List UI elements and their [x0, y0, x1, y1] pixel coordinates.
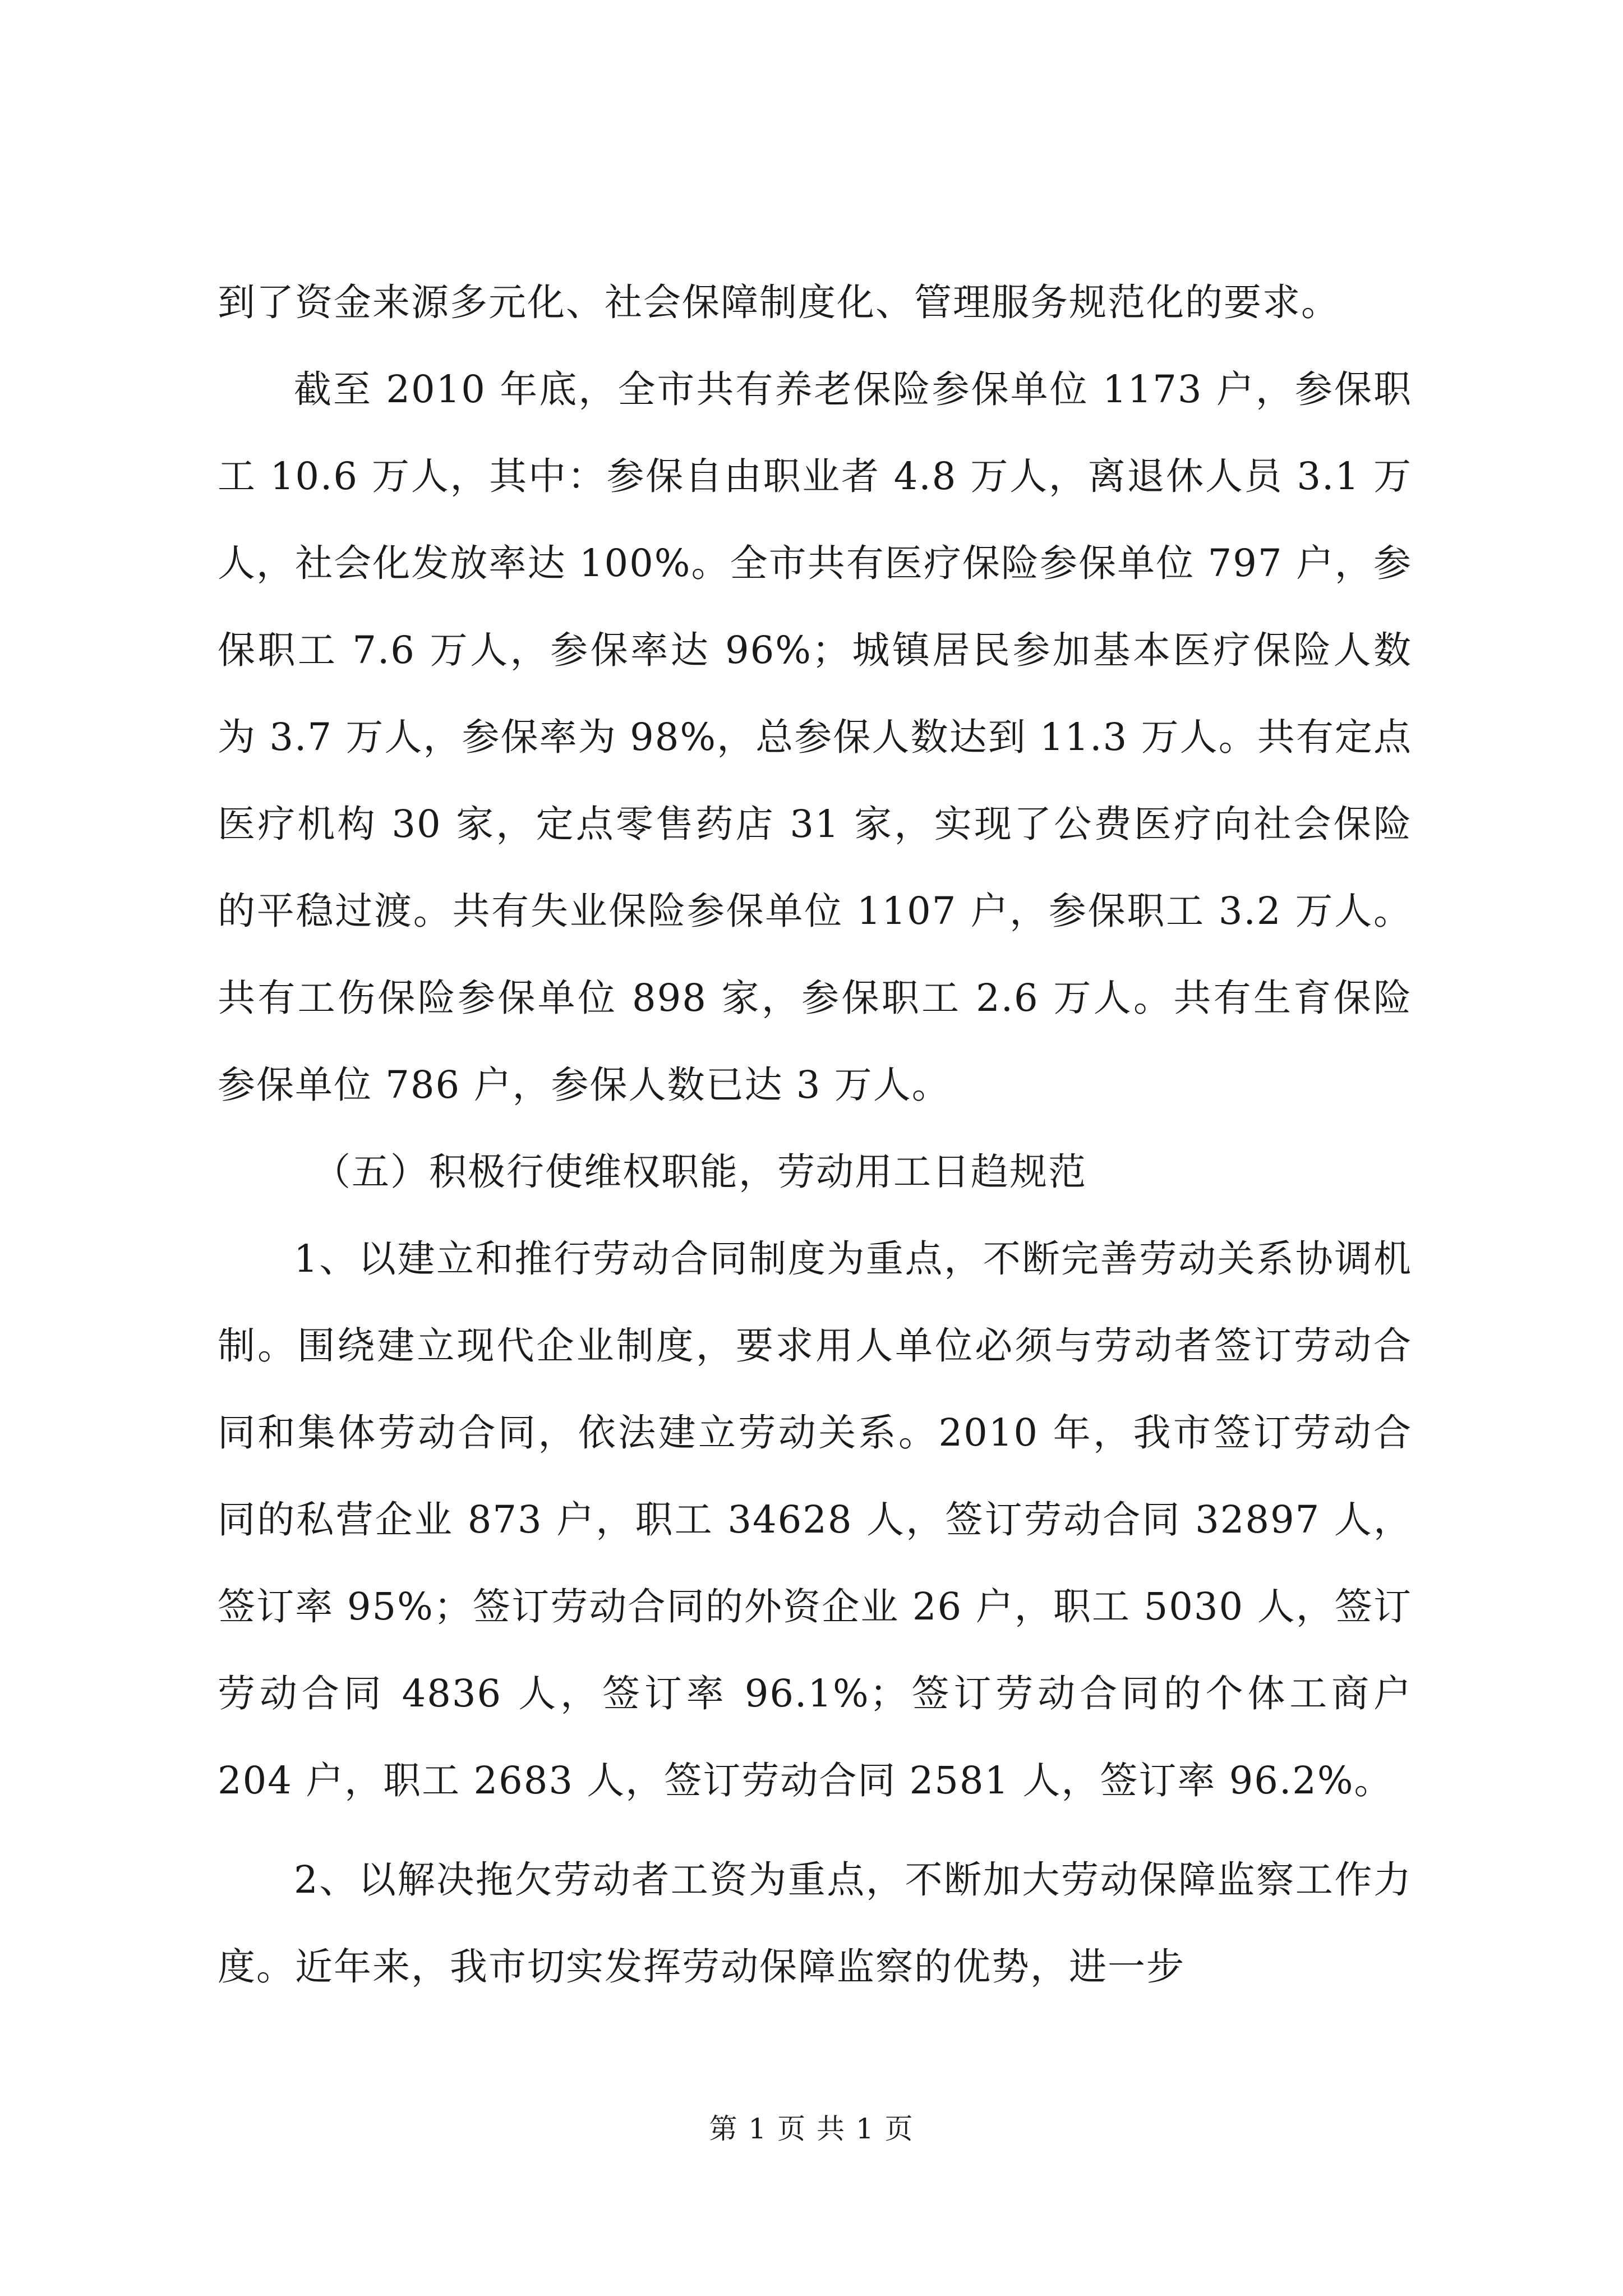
page-footer: 第 1 页 共 1 页 — [709, 2113, 914, 2145]
paragraph-wage-arrears: 2、以解决拖欠劳动者工资为重点，不断加大劳动保障监察工作力度。近年来，我市切实发挥劳动保障监察的优势，进一步 — [218, 1858, 1412, 1989]
paragraph-insurance-statistics: 截至 2010 年底，全市共有养老保险参保单位 1173 户，参保职工 10.6 万人，其中：参保自由职业者 4.8 万人，离退休人员 3.1 万人，社会化发放率达 100%。全市共有医疗保险参保单位 797 户，参保职工 7.6 万人，参保率达 96%；城镇居民参加基本医疗保险人数为 3.7 万人，参保率为 98%，总参保人数达到 11.3 万人。共有定点医疗机构 30 家，定点零售药店 31 家，实现了公费医疗向社会保险的平稳过渡。共有失业保险参保单位 1107 户，参保职工 3.2 万人。共有工伤保险参保单位 898 家，参保职工 2.6 万人。共有生育保险参保单位 786 户，参保人数已达 3 万人。 — [218, 367, 1412, 1107]
paragraph-labor-contracts: 1、以建立和推行劳动合同制度为重点，不断完善劳动关系协调机制。围绕建立现代企业制度，要求用人单位必须与劳动者签订劳动合同和集体劳动合同，依法建立劳动关系。2010 年，我市签订劳动合同的私营企业 873 户，职工 34628 人，签订劳动合同 32897 人，签订率 95%；签订劳动合同的外资企业 26 户，职工 5030 人，签订劳动合同 4836 人，签订率 96.1%；签订劳动合同的个体工商户 204 户，职工 2683 人，签订劳动合同 2581 人，签订率 96.2%。 — [218, 1237, 1412, 1802]
section-heading: （五）积极行使维权职能，劳动用工日趋规范 — [313, 1150, 1087, 1194]
paragraph-continuation: 到了资金来源多元化、社会保障制度化、管理服务规范化的要求。 — [218, 280, 1340, 324]
document-body — [218, 259, 1412, 2010]
